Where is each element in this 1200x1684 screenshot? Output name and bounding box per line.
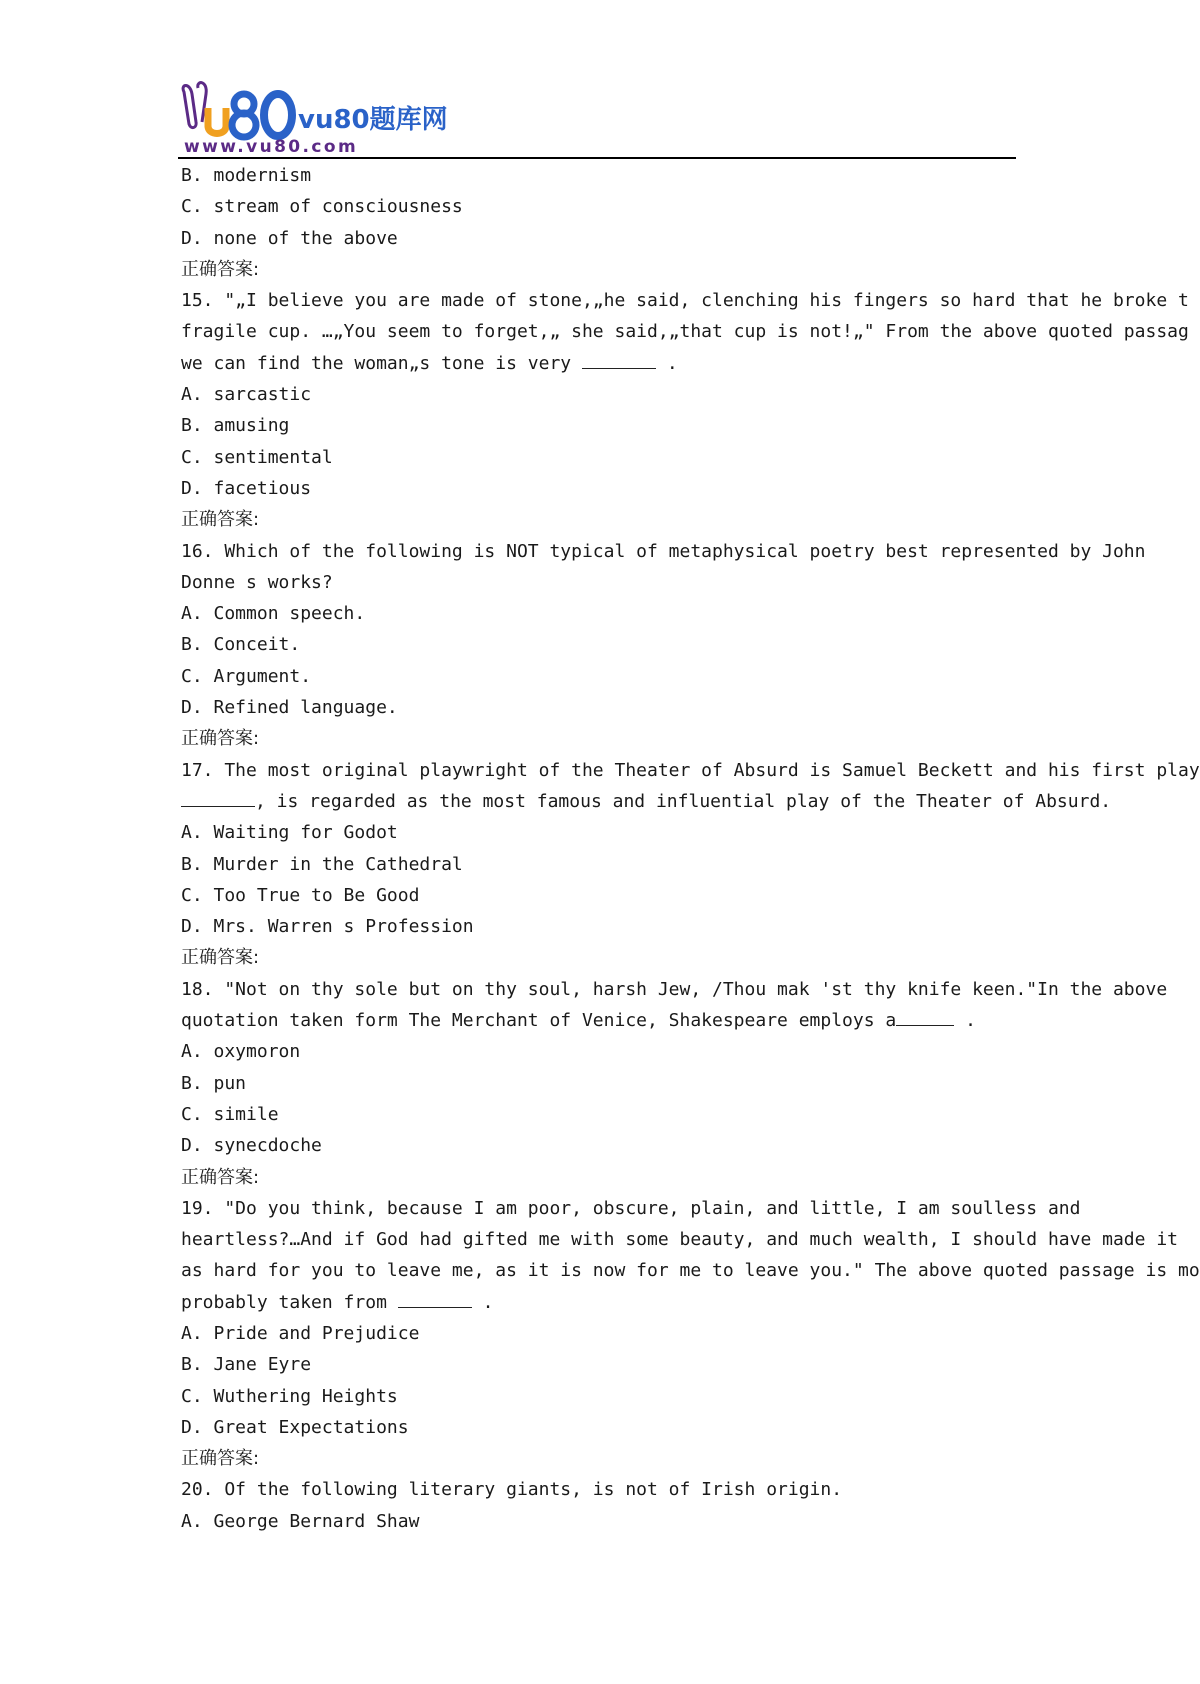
option-a-common-speech: A. Common speech. xyxy=(181,603,366,625)
option-a-oxymoron: A. oxymoron xyxy=(181,1041,301,1063)
answer-label: 正确答案: xyxy=(181,509,260,531)
question-18-text: quotation taken form The Merchant of Venice, Shakespeare employs a xyxy=(181,1010,897,1032)
answer-blank xyxy=(181,786,255,807)
option-c-stream-of-consciousness: C. stream of consciousness xyxy=(181,196,463,218)
option-a-sarcastic: A. sarcastic xyxy=(181,384,312,406)
header-rule xyxy=(178,157,1016,159)
option-d-mrs-warrens-profession: D. Mrs. Warren s Profession xyxy=(181,916,474,938)
option-a-pride-and-prejudice: A. Pride and Prejudice xyxy=(181,1322,420,1344)
question-19-line-1: 19. "Do you think, because I am poor, obscure, plain, and little, I am soulless and xyxy=(181,1197,1081,1219)
answer-label: 正确答案: xyxy=(181,728,260,750)
question-19-line-3: as hard for you to leave me, as it is now for me to leave you." The above quoted passage is mo xyxy=(181,1260,1200,1282)
option-b-pun: B. pun xyxy=(181,1072,247,1094)
question-17-text: , is regarded as the most famous and influential play of the Theater of Absurd. xyxy=(255,790,1112,812)
question-15-line-1: 15. "„I believe you are made of stone,„he said, clenching his fingers so hard that he broke t xyxy=(181,290,1189,312)
vu80-logo-graphic xyxy=(178,82,448,158)
question-19-line-4: probably taken from . xyxy=(181,1287,1191,1318)
question-18-line-1: 18. "Not on thy sole but on thy soul, harsh Jew, /Thou mak 'st thy knife keen."In the above xyxy=(181,978,1168,1000)
option-d-refined-language: D. Refined language. xyxy=(181,697,398,719)
question-17-line-1: 17. The most original playwright of the Theater of Absurd is Samuel Beckett and his first play xyxy=(181,759,1200,781)
option-d-none-of-the-above: D. none of the above xyxy=(181,227,398,249)
logo-url-text: www.vu80.com xyxy=(184,137,359,157)
question-19-line-2: heartless?…And if God had gifted me with some beauty, and much wealth, I should have made it xyxy=(181,1229,1178,1251)
question-16-line-1: 16. Which of the following is NOT typical of metaphysical poetry best represented by John xyxy=(181,540,1146,562)
option-d-facetious: D. facetious xyxy=(181,477,312,499)
option-c-sentimental: C. sentimental xyxy=(181,446,333,468)
exam-content xyxy=(181,160,1200,1537)
question-15-line-3: we can find the woman„s tone is very . xyxy=(181,348,1191,379)
option-a-george-bernard-shaw: A. George Bernard Shaw xyxy=(181,1510,420,1532)
vu80-logo xyxy=(178,82,448,158)
answer-label: 正确答案: xyxy=(181,1448,260,1470)
option-d-great-expectations: D. Great Expectations xyxy=(181,1416,409,1438)
option-b-conceit: B. Conceit. xyxy=(181,634,301,656)
option-c-argument: C. Argument. xyxy=(181,665,312,687)
option-b-modernism: B. modernism xyxy=(181,165,312,186)
option-d-synecdoche: D. synecdoche xyxy=(181,1135,322,1157)
question-15-text: we can find the woman„s tone is very xyxy=(181,352,572,374)
answer-blank xyxy=(582,348,656,369)
answer-blank xyxy=(398,1287,472,1308)
logo-brand-text: vu80题库网 xyxy=(298,105,448,135)
question-19-text: probably taken from xyxy=(181,1291,387,1313)
question-18-line-2: quotation taken form The Merchant of Venice, Shakespeare employs a . xyxy=(181,1005,1191,1036)
answer-label: 正确答案: xyxy=(181,258,260,280)
question-17-line-2 xyxy=(181,786,1191,817)
question-20-line-1: 20. Of the following literary giants, is not of Irish origin. xyxy=(181,1479,843,1501)
option-c-too-true-to-be-good: C. Too True to Be Good xyxy=(181,884,420,906)
answer-label: 正确答案: xyxy=(181,1166,260,1188)
option-a-waiting-for-godot: A. Waiting for Godot xyxy=(181,822,398,844)
option-c-wuthering-heights: C. Wuthering Heights xyxy=(181,1385,398,1407)
question-15-line-2: fragile cup. …„You seem to forget,„ she said,„that cup is not!„" From the above quoted passag xyxy=(181,321,1189,343)
question-16-line-2: Donne s works? xyxy=(181,571,333,593)
answer-blank xyxy=(896,1005,954,1026)
answer-label: 正确答案: xyxy=(181,947,260,969)
option-b-amusing: B. amusing xyxy=(181,415,290,437)
option-b-jane-eyre: B. Jane Eyre xyxy=(181,1354,312,1376)
option-b-murder-in-the-cathedral: B. Murder in the Cathedral xyxy=(181,853,463,875)
option-c-simile: C. simile xyxy=(181,1103,279,1125)
